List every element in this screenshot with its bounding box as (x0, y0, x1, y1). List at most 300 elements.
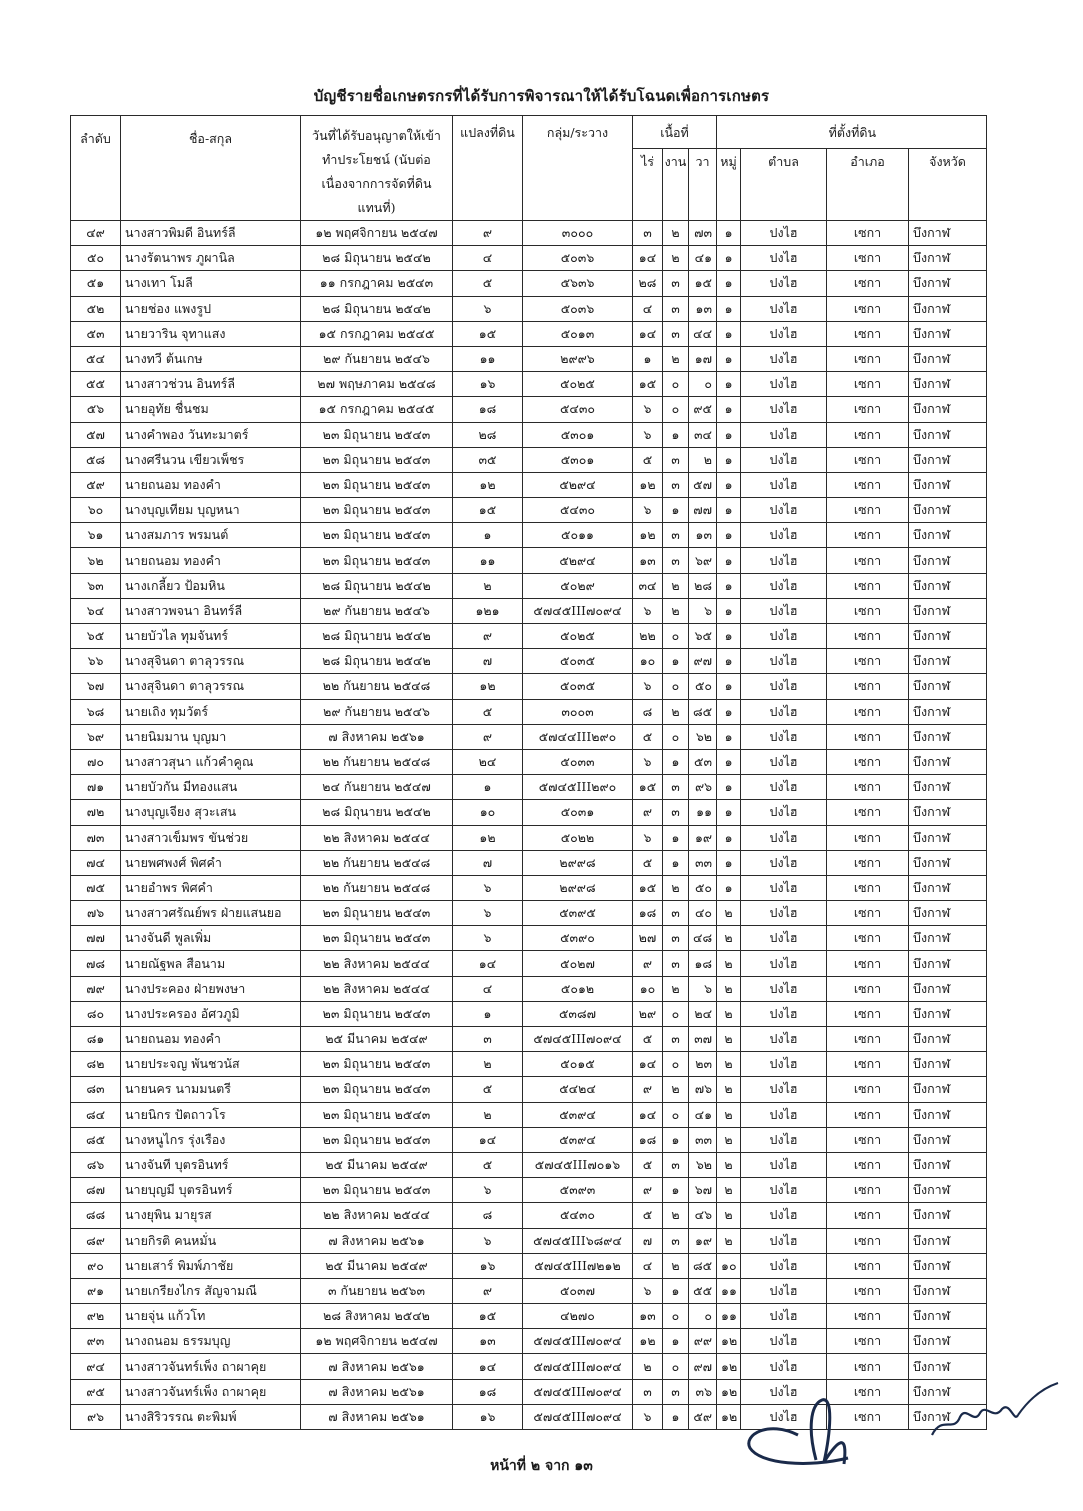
cell-province: บึงกาฬ (909, 674, 987, 699)
cell-date: ๒๓ มิถุนายน ๒๕๔๓ (301, 422, 453, 447)
cell-name: นางสาวเข็มพร ขันช่วย (121, 825, 301, 850)
cell-province: บึงกาฬ (909, 296, 987, 321)
cell-order: ๗๖ (71, 901, 121, 926)
cell-tambon: ปงไฮ (741, 1127, 827, 1152)
cell-order: ๘๔ (71, 1102, 121, 1127)
cell-province: บึงกาฬ (909, 1027, 987, 1052)
cell-amphoe: เซกา (827, 1052, 909, 1077)
cell-amphoe: เซกา (827, 221, 909, 246)
table-row (71, 749, 987, 774)
cell-plot: ๑๔ (453, 1127, 523, 1152)
cell-date: ๒๓ มิถุนายน ๒๕๔๓ (301, 1001, 453, 1026)
cell-moo: ๑ (717, 523, 741, 548)
cell-ngan: ๒ (663, 573, 689, 598)
cell-plot: ๑๘ (453, 1379, 523, 1404)
cell-amphoe: เซกา (827, 548, 909, 573)
cell-plot: ๑๕ (453, 1304, 523, 1329)
cell-ngan: ๐ (663, 1001, 689, 1026)
cell-date: ๒๓ มิถุนายน ๒๕๔๓ (301, 548, 453, 573)
cell-province: บึงกาฬ (909, 649, 987, 674)
table-row (71, 901, 987, 926)
table-row (71, 1228, 987, 1253)
table-row (71, 1329, 987, 1354)
cell-province: บึงกาฬ (909, 598, 987, 623)
cell-name: นายจุ่น แก้วโท (121, 1304, 301, 1329)
cell-plot: ๑๕ (453, 498, 523, 523)
cell-group: ๕๗๔๕III๗๐๙๔ (523, 1027, 633, 1052)
cell-tambon: ปงไฮ (741, 1278, 827, 1303)
cell-order: ๘๑ (71, 1027, 121, 1052)
cell-group: ๕๐๓๖ (523, 296, 633, 321)
cell-rai: ๙ (633, 951, 663, 976)
cell-ngan: ๑ (663, 1178, 689, 1203)
cell-rai: ๑๔ (633, 1102, 663, 1127)
cell-order: ๙๖ (71, 1404, 121, 1429)
cell-tambon: ปงไฮ (741, 296, 827, 321)
cell-rai: ๒๘ (633, 271, 663, 296)
cell-province: บึงกาฬ (909, 624, 987, 649)
farmer-list-table (70, 115, 987, 1430)
cell-moo: ๒ (717, 1203, 741, 1228)
cell-plot: ๑๘ (453, 397, 523, 422)
cell-date: ๗ สิงหาคม ๒๕๖๑ (301, 1228, 453, 1253)
table-row (71, 447, 987, 472)
cell-plot: ๑๖ (453, 372, 523, 397)
cell-order: ๘๙ (71, 1228, 121, 1253)
cell-tambon: ปงไฮ (741, 624, 827, 649)
cell-ngan: ๓ (663, 321, 689, 346)
cell-rai: ๒๙ (633, 1001, 663, 1026)
cell-group: ๕๓๙๕ (523, 901, 633, 926)
cell-wa: ๗๖ (689, 1077, 717, 1102)
cell-wa: ๕๙ (689, 1404, 717, 1429)
cell-amphoe: เซกา (827, 875, 909, 900)
cell-order: ๘๗ (71, 1178, 121, 1203)
cell-ngan: ๑ (663, 498, 689, 523)
table-row (71, 875, 987, 900)
cell-name: นางสาวพจนา อินทร์ลี (121, 598, 301, 623)
cell-group: ๕๒๙๔ (523, 472, 633, 497)
cell-ngan: ๓ (663, 447, 689, 472)
cell-tambon: ปงไฮ (741, 901, 827, 926)
cell-ngan: ๓ (663, 926, 689, 951)
cell-wa: ๒๘ (689, 573, 717, 598)
table-row (71, 397, 987, 422)
cell-name: นางถนอม ธรรมบุญ (121, 1329, 301, 1354)
cell-tambon: ปงไฮ (741, 699, 827, 724)
cell-tambon: ปงไฮ (741, 1354, 827, 1379)
cell-tambon: ปงไฮ (741, 472, 827, 497)
cell-date: ๒๘ มิถุนายน ๒๕๔๒ (301, 296, 453, 321)
cell-tambon: ปงไฮ (741, 498, 827, 523)
cell-wa: ๖๗ (689, 1178, 717, 1203)
cell-wa: ๑๙ (689, 1228, 717, 1253)
table-row (71, 1304, 987, 1329)
cell-name: นางสาวพิมดี อินทร์ลี (121, 221, 301, 246)
cell-rai: ๕ (633, 1027, 663, 1052)
cell-ngan: ๓ (663, 523, 689, 548)
cell-plot: ๙ (453, 624, 523, 649)
cell-tambon: ปงไฮ (741, 372, 827, 397)
cell-group: ๕๓๐๑ (523, 422, 633, 447)
cell-plot: ๑๒ (453, 825, 523, 850)
cell-amphoe: เซกา (827, 397, 909, 422)
cell-wa: ๑๓ (689, 523, 717, 548)
cell-tambon: ปงไฮ (741, 1404, 827, 1429)
cell-tambon: ปงไฮ (741, 850, 827, 875)
cell-ngan: ๒ (663, 1203, 689, 1228)
cell-wa: ๘๕ (689, 1253, 717, 1278)
table-row (71, 246, 987, 271)
cell-wa: ๔๐ (689, 901, 717, 926)
cell-name: นางบุญเทียม บุญหนา (121, 498, 301, 523)
cell-province: บึงกาฬ (909, 422, 987, 447)
cell-plot: ๒ (453, 1052, 523, 1077)
cell-date: ๒๒ สิงหาคม ๒๕๔๔ (301, 951, 453, 976)
cell-province: บึงกาฬ (909, 875, 987, 900)
cell-amphoe: เซกา (827, 321, 909, 346)
cell-province: บึงกาฬ (909, 699, 987, 724)
cell-date: ๒๒ สิงหาคม ๒๕๔๔ (301, 976, 453, 1001)
cell-tambon: ปงไฮ (741, 926, 827, 951)
cell-ngan: ๑ (663, 749, 689, 774)
cell-province: บึงกาฬ (909, 1178, 987, 1203)
cell-group: ๕๗๔๕III๗๐๙๔ (523, 1329, 633, 1354)
cell-amphoe: เซกา (827, 598, 909, 623)
cell-tambon: ปงไฮ (741, 1379, 827, 1404)
cell-order: ๗๒ (71, 800, 121, 825)
cell-moo: ๑๐ (717, 1253, 741, 1278)
table-row (71, 775, 987, 800)
cell-ngan: ๒ (663, 875, 689, 900)
cell-tambon: ปงไฮ (741, 1178, 827, 1203)
cell-moo: ๒ (717, 901, 741, 926)
cell-tambon: ปงไฮ (741, 649, 827, 674)
cell-rai: ๖ (633, 422, 663, 447)
cell-moo: ๑ (717, 649, 741, 674)
cell-tambon: ปงไฮ (741, 875, 827, 900)
cell-amphoe: เซกา (827, 271, 909, 296)
cell-order: ๘๕ (71, 1127, 121, 1152)
cell-moo: ๒ (717, 1077, 741, 1102)
cell-moo: ๑ (717, 548, 741, 573)
cell-name: นางรัตนาพร ภูผานิล (121, 246, 301, 271)
header-ngan: งาน (663, 149, 689, 221)
cell-tambon: ปงไฮ (741, 1152, 827, 1177)
cell-group: ๕๓๘๗ (523, 1001, 633, 1026)
cell-group: ๕๔๒๔ (523, 1077, 633, 1102)
cell-date: ๒๓ มิถุนายน ๒๕๔๓ (301, 447, 453, 472)
cell-tambon: ปงไฮ (741, 825, 827, 850)
table-row (71, 422, 987, 447)
table-row (71, 649, 987, 674)
table-row (71, 472, 987, 497)
cell-amphoe: เซกา (827, 624, 909, 649)
cell-rai: ๑๘ (633, 901, 663, 926)
cell-order: ๙๓ (71, 1329, 121, 1354)
table-row (71, 1278, 987, 1303)
cell-name: นายเถิง ทุมวัตร์ (121, 699, 301, 724)
cell-province: บึงกาฬ (909, 271, 987, 296)
cell-moo: ๑๑ (717, 1304, 741, 1329)
cell-order: ๘๓ (71, 1077, 121, 1102)
cell-plot: ๑๒๑ (453, 598, 523, 623)
header-order: ลำดับ (71, 116, 121, 221)
cell-tambon: ปงไฮ (741, 1228, 827, 1253)
cell-date: ๒๓ มิถุนายน ๒๕๔๓ (301, 926, 453, 951)
cell-date: ๒๘ มิถุนายน ๒๕๔๒ (301, 573, 453, 598)
cell-moo: ๑ (717, 346, 741, 371)
cell-tambon: ปงไฮ (741, 422, 827, 447)
document-title: บัญชีรายชื่อเกษตรกรที่ได้รับการพิจารณาให้ได้รับโฉนดเพื่อการเกษตร (313, 87, 770, 105)
cell-moo: ๒ (717, 1152, 741, 1177)
cell-order: ๖๙ (71, 724, 121, 749)
cell-amphoe: เซกา (827, 850, 909, 875)
cell-group: ๕๐๒๗ (523, 951, 633, 976)
cell-amphoe: เซกา (827, 498, 909, 523)
cell-group: ๕๗๔๕III๒๙๐ (523, 775, 633, 800)
cell-wa: ๙๗ (689, 649, 717, 674)
cell-date: ๒๘ มิถุนายน ๒๕๔๒ (301, 246, 453, 271)
cell-plot: ๘ (453, 1203, 523, 1228)
cell-name: นางสาวสุนา แก้วคำคูณ (121, 749, 301, 774)
cell-name: นายถนอม ทองคำ (121, 472, 301, 497)
cell-wa: ๓๓ (689, 1127, 717, 1152)
table-row (71, 346, 987, 371)
table-row (71, 372, 987, 397)
cell-name: นางสาวจันทร์เพ็ง ถาผาคุย (121, 1379, 301, 1404)
cell-name: นางสิริวรรณ ตะพิมพ์ (121, 1404, 301, 1429)
cell-group: ๕๒๙๔ (523, 548, 633, 573)
cell-rai: ๑๒ (633, 523, 663, 548)
cell-tambon: ปงไฮ (741, 1102, 827, 1127)
cell-moo: ๒ (717, 1052, 741, 1077)
cell-rai: ๒๒ (633, 624, 663, 649)
cell-province: บึงกาฬ (909, 749, 987, 774)
cell-wa: ๕๕ (689, 1278, 717, 1303)
cell-order: ๗๔ (71, 850, 121, 875)
cell-group: ๕๐๓๕ (523, 649, 633, 674)
cell-rai: ๕ (633, 447, 663, 472)
table-row (71, 523, 987, 548)
cell-tambon: ปงไฮ (741, 221, 827, 246)
cell-date: ๒๒ กันยายน ๒๕๔๘ (301, 749, 453, 774)
cell-wa: ๑๙ (689, 825, 717, 850)
cell-amphoe: เซกา (827, 1127, 909, 1152)
table-row (71, 800, 987, 825)
cell-province: บึงกาฬ (909, 1152, 987, 1177)
cell-date: ๒๒ กันยายน ๒๕๔๘ (301, 875, 453, 900)
cell-ngan: ๓ (663, 296, 689, 321)
header-name: ชื่อ-สกุล (121, 116, 301, 221)
cell-moo: ๒ (717, 926, 741, 951)
cell-province: บึงกาฬ (909, 800, 987, 825)
cell-ngan: ๒ (663, 221, 689, 246)
cell-moo: ๑ (717, 271, 741, 296)
cell-province: บึงกาฬ (909, 1052, 987, 1077)
cell-order: ๕๐ (71, 246, 121, 271)
cell-plot: ๕ (453, 1152, 523, 1177)
cell-plot: ๒๔ (453, 749, 523, 774)
cell-ngan: ๑ (663, 825, 689, 850)
cell-province: บึงกาฬ (909, 498, 987, 523)
cell-moo: ๑ (717, 850, 741, 875)
cell-wa: ๔๖ (689, 1203, 717, 1228)
cell-order: ๖๓ (71, 573, 121, 598)
cell-ngan: ๒ (663, 1077, 689, 1102)
cell-tambon: ปงไฮ (741, 397, 827, 422)
cell-name: นายอุทัย ชื่นชม (121, 397, 301, 422)
cell-amphoe: เซกา (827, 1404, 909, 1429)
cell-date: ๑๕ กรกฎาคม ๒๕๔๕ (301, 397, 453, 422)
table-body (71, 221, 987, 1430)
cell-province: บึงกาฬ (909, 1304, 987, 1329)
cell-rai: ๘ (633, 699, 663, 724)
cell-province: บึงกาฬ (909, 1203, 987, 1228)
cell-name: นางจันที บุตรอินทร์ (121, 1152, 301, 1177)
cell-amphoe: เซกา (827, 976, 909, 1001)
cell-plot: ๑๕ (453, 321, 523, 346)
cell-tambon: ปงไฮ (741, 321, 827, 346)
cell-moo: ๑๑ (717, 1278, 741, 1303)
cell-wa: ๓๗ (689, 1027, 717, 1052)
cell-date: ๒๕ มีนาคม ๒๕๔๙ (301, 1152, 453, 1177)
cell-name: นายถนอม ทองคำ (121, 1027, 301, 1052)
header-group: กลุ่ม/ระวาง (523, 116, 633, 221)
cell-order: ๖๘ (71, 699, 121, 724)
cell-group: ๕๐๓๗ (523, 1278, 633, 1303)
cell-ngan: ๓ (663, 548, 689, 573)
cell-tambon: ปงไฮ (741, 1077, 827, 1102)
cell-date: ๓ กันยายน ๒๕๖๓ (301, 1278, 453, 1303)
cell-ngan: ๑ (663, 1404, 689, 1429)
cell-ngan: ๐ (663, 674, 689, 699)
cell-tambon: ปงไฮ (741, 951, 827, 976)
cell-order: ๙๔ (71, 1354, 121, 1379)
cell-order: ๗๗ (71, 926, 121, 951)
cell-tambon: ปงไฮ (741, 523, 827, 548)
cell-tambon: ปงไฮ (741, 724, 827, 749)
table-row (71, 1354, 987, 1379)
cell-province: บึงกาฬ (909, 372, 987, 397)
cell-amphoe: เซกา (827, 699, 909, 724)
cell-ngan: ๐ (663, 372, 689, 397)
cell-moo: ๑ (717, 800, 741, 825)
cell-wa: ๕๐ (689, 875, 717, 900)
cell-order: ๖๒ (71, 548, 121, 573)
cell-plot: ๖ (453, 901, 523, 926)
cell-order: ๕๘ (71, 447, 121, 472)
cell-group: ๕๗๔๔III๒๙๐ (523, 724, 633, 749)
cell-date: ๗ สิงหาคม ๒๕๖๑ (301, 1379, 453, 1404)
cell-order: ๖๕ (71, 624, 121, 649)
cell-amphoe: เซกา (827, 1329, 909, 1354)
cell-amphoe: เซกา (827, 724, 909, 749)
cell-name: นางศรีนวน เขียวเพ็ชร (121, 447, 301, 472)
cell-group: ๕๔๓๐ (523, 397, 633, 422)
cell-moo: ๑ (717, 296, 741, 321)
cell-wa: ๖๙ (689, 548, 717, 573)
cell-province: บึงกาฬ (909, 901, 987, 926)
cell-ngan: ๐ (663, 1102, 689, 1127)
cell-province: บึงกาฬ (909, 1001, 987, 1026)
cell-name: นางประคอง ฝ่ายพงษา (121, 976, 301, 1001)
cell-ngan: ๓ (663, 901, 689, 926)
cell-plot: ๙ (453, 724, 523, 749)
cell-wa: ๕๗ (689, 472, 717, 497)
cell-ngan: ๒ (663, 598, 689, 623)
cell-name: นางยุพิน มายุรส (121, 1203, 301, 1228)
cell-amphoe: เซกา (827, 422, 909, 447)
cell-province: บึงกาฬ (909, 472, 987, 497)
cell-name: นายณัฐพล สือนาม (121, 951, 301, 976)
cell-ngan: ๐ (663, 1354, 689, 1379)
cell-group: ๕๐๒๒ (523, 825, 633, 850)
cell-tambon: ปงไฮ (741, 1052, 827, 1077)
cell-plot: ๑๒ (453, 674, 523, 699)
cell-plot: ๖ (453, 1178, 523, 1203)
cell-group: ๕๔๓๐ (523, 1203, 633, 1228)
cell-plot: ๑๑ (453, 346, 523, 371)
cell-order: ๖๔ (71, 598, 121, 623)
cell-group: ๕๐๒๕ (523, 624, 633, 649)
table-row (71, 1253, 987, 1278)
cell-date: ๒๙ กันยายน ๒๕๔๖ (301, 598, 453, 623)
cell-ngan: ๓ (663, 800, 689, 825)
table-header (71, 116, 987, 221)
cell-wa: ๖๕ (689, 624, 717, 649)
cell-order: ๗๘ (71, 951, 121, 976)
cell-province: บึงกาฬ (909, 548, 987, 573)
cell-ngan: ๓ (663, 271, 689, 296)
cell-wa: ๖ (689, 598, 717, 623)
cell-order: ๕๑ (71, 271, 121, 296)
cell-name: นายพศพงศ์ พิศคำ (121, 850, 301, 875)
table-row (71, 1178, 987, 1203)
cell-moo: ๒ (717, 1178, 741, 1203)
cell-wa: ๒๔ (689, 1001, 717, 1026)
cell-plot: ๙ (453, 221, 523, 246)
cell-rai: ๓๔ (633, 573, 663, 598)
header-plot: แปลงที่ดิน (453, 116, 523, 221)
cell-province: บึงกาฬ (909, 573, 987, 598)
cell-rai: ๖ (633, 1404, 663, 1429)
cell-amphoe: เซกา (827, 246, 909, 271)
cell-rai: ๓ (633, 1379, 663, 1404)
cell-amphoe: เซกา (827, 1304, 909, 1329)
cell-moo: ๑๒ (717, 1329, 741, 1354)
cell-plot: ๑๔ (453, 1354, 523, 1379)
cell-moo: ๒ (717, 1102, 741, 1127)
cell-amphoe: เซกา (827, 447, 909, 472)
cell-moo: ๑๒ (717, 1404, 741, 1429)
cell-amphoe: เซกา (827, 1001, 909, 1026)
cell-wa: ๙๙ (689, 1329, 717, 1354)
cell-province: บึงกาฬ (909, 1077, 987, 1102)
cell-date: ๒๘ มิถุนายน ๒๕๔๒ (301, 624, 453, 649)
cell-rai: ๑๕ (633, 372, 663, 397)
cell-province: บึงกาฬ (909, 1404, 987, 1429)
cell-plot: ๑๖ (453, 1404, 523, 1429)
cell-group: ๕๐๓๑ (523, 800, 633, 825)
cell-amphoe: เซกา (827, 523, 909, 548)
cell-rai: ๑๕ (633, 875, 663, 900)
cell-rai: ๖ (633, 1278, 663, 1303)
cell-date: ๒๓ มิถุนายน ๒๕๔๓ (301, 1102, 453, 1127)
cell-amphoe: เซกา (827, 372, 909, 397)
cell-name: นางเกลี้ยว ป้อมหิน (121, 573, 301, 598)
cell-order: ๕๒ (71, 296, 121, 321)
